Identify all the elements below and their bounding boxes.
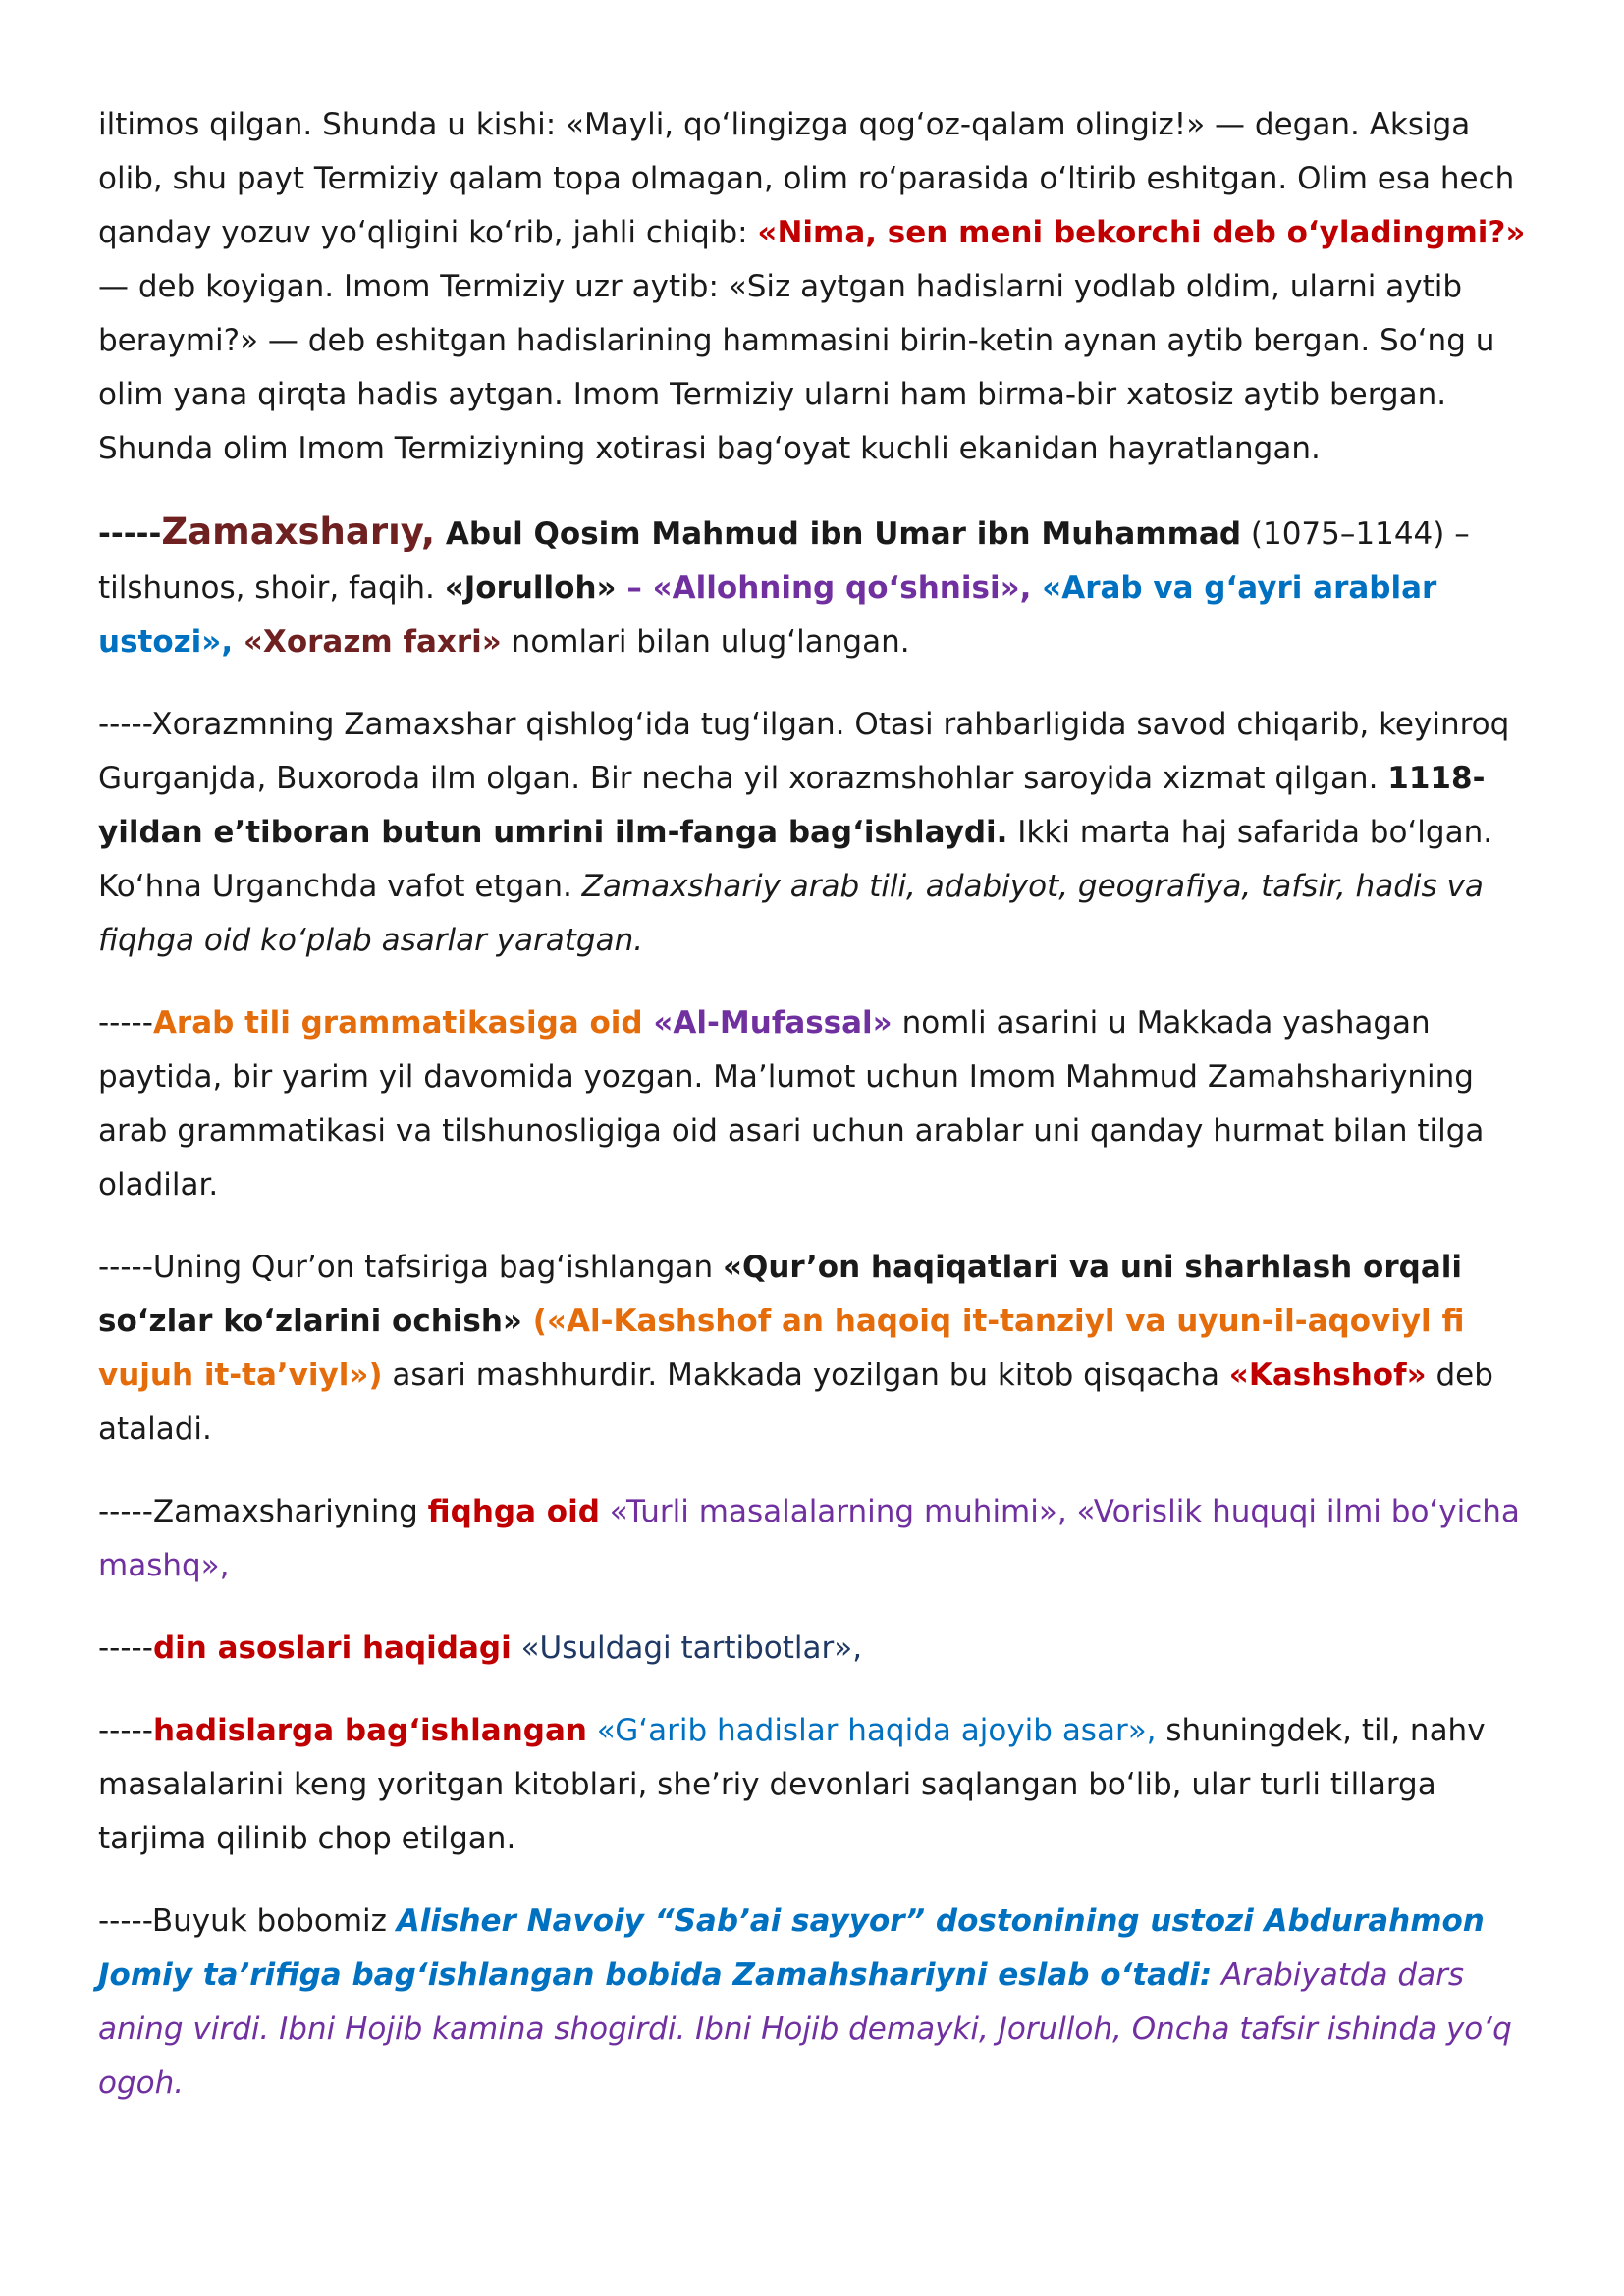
full-name: Abul Qosim Mahmud ibn Umar ibn Muhammad <box>435 516 1242 552</box>
text: nomli asarini u Makkada yashagan paytida, bir yarim yil davomida yozgan. Ma’lumot uchun Imom Mahmud Zamahshariyning arab grammatikasi va tilshunosligiga oid asari uchun arablar uni qanday hurmat bilan tilga oladilar. <box>98 1005 1485 1202</box>
bold-statement: 1118-yildan e’tiboran butun umrini ilm-fanga bag‘ishlaydi. <box>98 761 1486 850</box>
paragraph-navoiy <box>98 1895 1526 2110</box>
topic-grammar: Arab tili grammatikasiga oid <box>152 1005 643 1041</box>
paragraph-zamaxshariy-intro <box>98 505 1526 669</box>
book-original-title: («Al-Kashshof an haqoiq it-tanziyl va uyun-il-aqoviyl fi vujuh it-ta’viyl») <box>98 1304 1465 1393</box>
paragraph-fiqh <box>98 1485 1526 1593</box>
topic-fiqh: fiqhga oid <box>427 1494 600 1529</box>
paragraph-kashshof <box>98 1241 1526 1457</box>
dash-prefix: ----- <box>98 1005 153 1041</box>
italic-statement: Zamaxshariy arab tili, adabiyot, geografiya, tafsir, hadis va fiqhga oid ko‘plab asarlar yaratgan. <box>98 869 1484 958</box>
text: shuningdek, til, nahv masalalarini keng yoritgan kitoblari, she’riy devonlari saqlangan bo‘lib, ular turli tillarga tarjima qilinib chop etilgan. <box>98 1713 1486 1856</box>
book-title: «Qur’on haqiqatlari va uni sharhlash orqali so‘zlar ko‘zlarini ochish» <box>98 1250 1462 1339</box>
dash-prefix: ----- <box>98 1713 153 1748</box>
paragraph-termiziy-story <box>98 98 1526 476</box>
topic-hadis: hadislarga bag‘ishlangan <box>152 1713 587 1748</box>
title-xorazm-faxri: «Xorazm faxri» <box>233 624 502 660</box>
paragraph-biography <box>98 698 1526 968</box>
paragraph-hadislar <box>98 1704 1526 1866</box>
title-jorulloh: «Jorulloh» <box>444 570 617 606</box>
book-title: «Al-Mufassal» <box>642 1005 893 1041</box>
book-short-title: «Kashshof» <box>1228 1358 1427 1393</box>
dash-prefix: ----- <box>98 516 162 552</box>
book-title: «Usuldagi tartibotlar», <box>511 1630 863 1666</box>
navoiy-reference: Alisher Navoiy “Sab’ai sayyor” dostonining ustozi Abdurahmon Jomiy ta’rifiga bag‘ishlangan bobida Zamahshariyni eslab o‘tadi: <box>98 1903 1485 1993</box>
title-arab-ustozi: «Arab va g‘ayri arablar ustozi», <box>98 570 1437 660</box>
text: deb ataladi. <box>98 1358 1493 1447</box>
title-allohning: – «Allohning qo‘shnisi», <box>616 570 1032 606</box>
text: nomlari bilan ulug‘langan. <box>501 624 910 660</box>
book-titles: «Turli masalalarning muhimi», «Vorislik huquqi ilmi bo‘yicha mashq», <box>98 1494 1520 1583</box>
dash-prefix: ----- <box>98 1630 153 1666</box>
text: — deb koyigan. Imom Termiziy uzr aytib: «Siz aytgan hadislarni yodlab oldim, ularni aytib beraymi?» — deb eshitgan hadislarining hammasini birin-ketin aynan aytib bergan. So‘ng u olim yana qirqta hadis aytgan. Imom Termiziy ularni ham birma-bir xatosiz aytib bergan. Shunda olim Imom Termiziyning xotirasi bag‘oyat kuchli ekanidan hayratlangan. <box>98 269 1495 466</box>
text: asari mashhurdir. Makkada yozilgan bu kitob qisqacha <box>382 1358 1229 1393</box>
text: Ikki marta haj safarida bo‘lgan. Ko‘hna Urganchda vafot etgan. <box>98 815 1493 904</box>
topic-din: din asoslari haqidagi <box>152 1630 512 1666</box>
text: (1075–1144) – tilshunos, shoir, faqih. <box>98 516 1470 606</box>
text: -----Zamaxshariyning <box>98 1494 428 1529</box>
heading-name: Zamaxsharıy, <box>161 510 436 553</box>
paragraph-al-mufassal <box>98 996 1526 1212</box>
text: -----Buyuk bobomiz <box>98 1903 397 1939</box>
poem-quote: Arabiyatda dars aning virdi. Ibni Hojib kamina shogirdi. Ibni Hojib demayki, Jorulloh, Oncha tafsir ishinda yo‘q ogoh. <box>98 1957 1512 2101</box>
text: iltimos qilgan. Shunda u kishi: «Mayli, qo‘lingizga qog‘oz-qalam olingiz!» — degan. Aksiga olib, shu payt Termiziy qalam topa olmagan, olim ro‘parasida o‘ltirib eshitgan. Olim esa hech qanday yozuv yo‘qligini ko‘rib, jahli chiqib: <box>98 107 1515 250</box>
text: -----Uning Qur’on tafsiriga bag‘ishlangan <box>98 1250 723 1285</box>
text: -----Xorazmning Zamaxshar qishlog‘ida tug‘ilgan. Otasi rahbarligida savod chiqarib, keyinroq Gurganjda, Buxoroda ilm olgan. Bir necha yil xorazmshohlar saroyida xizmat qilgan. <box>98 707 1510 796</box>
paragraph-din-asoslari <box>98 1622 1526 1676</box>
book-title: «G‘arib hadislar haqida ajoyib asar», <box>586 1713 1157 1748</box>
quote-highlight: «Nima, sen meni bekorchi deb o‘yladingmi?» <box>757 215 1526 250</box>
